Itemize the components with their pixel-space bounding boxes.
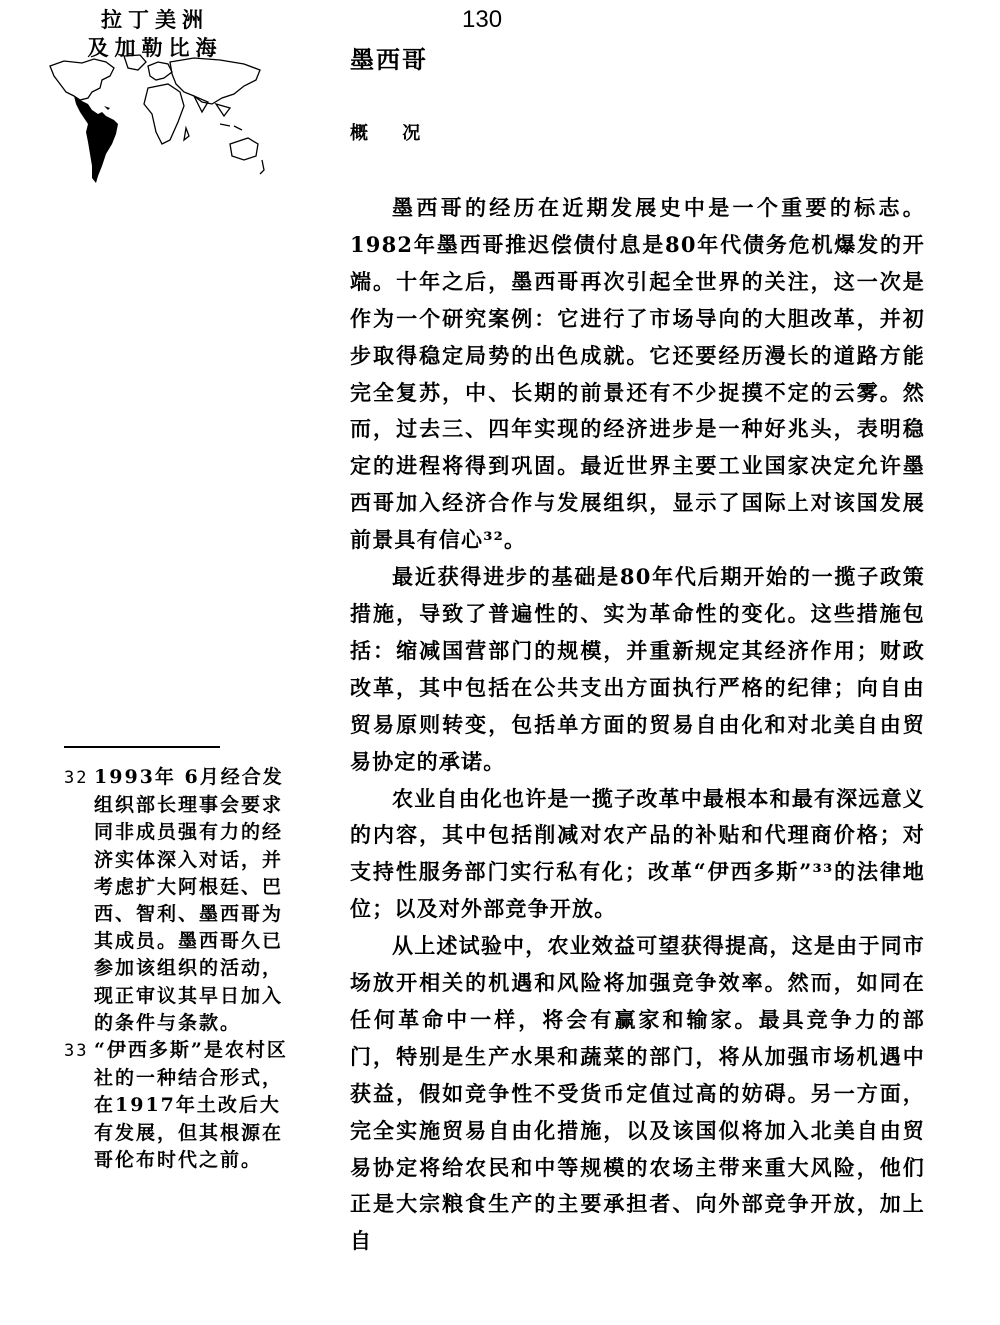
region-label-line2: 及加勒比海 — [87, 35, 223, 60]
footnote-32 — [64, 764, 290, 1037]
region-label-line1: 拉丁美洲 — [101, 7, 209, 32]
page-number: 130 — [462, 6, 503, 33]
footnote-divider — [64, 746, 220, 748]
footnote-text: “伊西多斯”是农村区社的一种结合形式，在1917年土改后大有发展，但其根源在哥伦布时代之前。 — [94, 1039, 288, 1171]
footnote-33 — [64, 1037, 290, 1174]
chapter-title: 墨西哥 — [350, 45, 428, 74]
section-heading: 概 况 — [350, 123, 435, 144]
footnotes — [64, 764, 290, 1174]
footnote-text: 1993年 6月经合发组织部长理事会要求同非成员强有力的经济实体深入对话，并考虑扩大阿根廷、巴西、智利、墨西哥为其成员。墨西哥久已参加该组织的活动，现正审议其早日加入的条件与条款。 — [94, 766, 284, 1034]
paragraph-1: 墨西哥的经历在近期发展史中是一个重要的标志。1982年墨西哥推迟偿债付息是80年代债务危机爆发的开端。十年之后，墨西哥再次引起全世界的关注，这一次是作为一个研究案例：它进行了市场导向的大胆改革，并初步取得稳定局势的出色成就。它还要经历漫长的道路方能完全复苏，中、长期的前景还有不少捉摸不定的云雾。然而，过去三、四年实现的经济进步是一种好兆头，表明稳定的进程将得到巩固。最近世界主要工业国家决定允许墨西哥加入经济合作与发展组织，显示了国际上对该国发展前景具有信心³²。 — [350, 195, 925, 553]
footnote-number: 32 — [64, 768, 89, 788]
main-text — [350, 190, 925, 1260]
world-map-latin-america-highlighted-icon — [44, 52, 266, 187]
paragraph-2: 最近获得进步的基础是80年代后期开始的一揽子政策措施，导致了普遍性的、实为革命性的变化。这些措施包括：缩减国营部门的规模，并重新规定其经济作用；财政改革，其中包括在公共支出方面执行严格的纪律；向自由贸易原则转变，包括单方面的贸易自由化和对北美自由贸易协定的承诺。 — [350, 564, 925, 774]
paragraph-4: 从上述试验中，农业效益可望获得提高，这是由于同市场放开相关的机遇和风险将加强竞争效率。然而，如同在任何革命中一样，将会有赢家和输家。最具竞争力的部门，特别是生产水果和蔬菜的部门，将从加强市场机遇中获益，假如竞争性不受货币定值过高的妨碍。另一方面，完全实施贸易自由化措施，以及该国似将加入北美自由贸易协定将给农民和中等规模的农场主带来重大风险，他们正是大宗粮食生产的主要承担者、向外部竞争开放，加上自 — [350, 933, 925, 1254]
paragraph-3: 农业自由化也许是一揽子改革中最根本和最有深远意义的内容，其中包括削减对农产品的补贴和代理商价格；对支持性服务部门实行私有化；改革“伊西多斯”³³的法律地位；以及对外部竞争开放。 — [350, 785, 925, 922]
footnote-number: 33 — [64, 1041, 89, 1062]
